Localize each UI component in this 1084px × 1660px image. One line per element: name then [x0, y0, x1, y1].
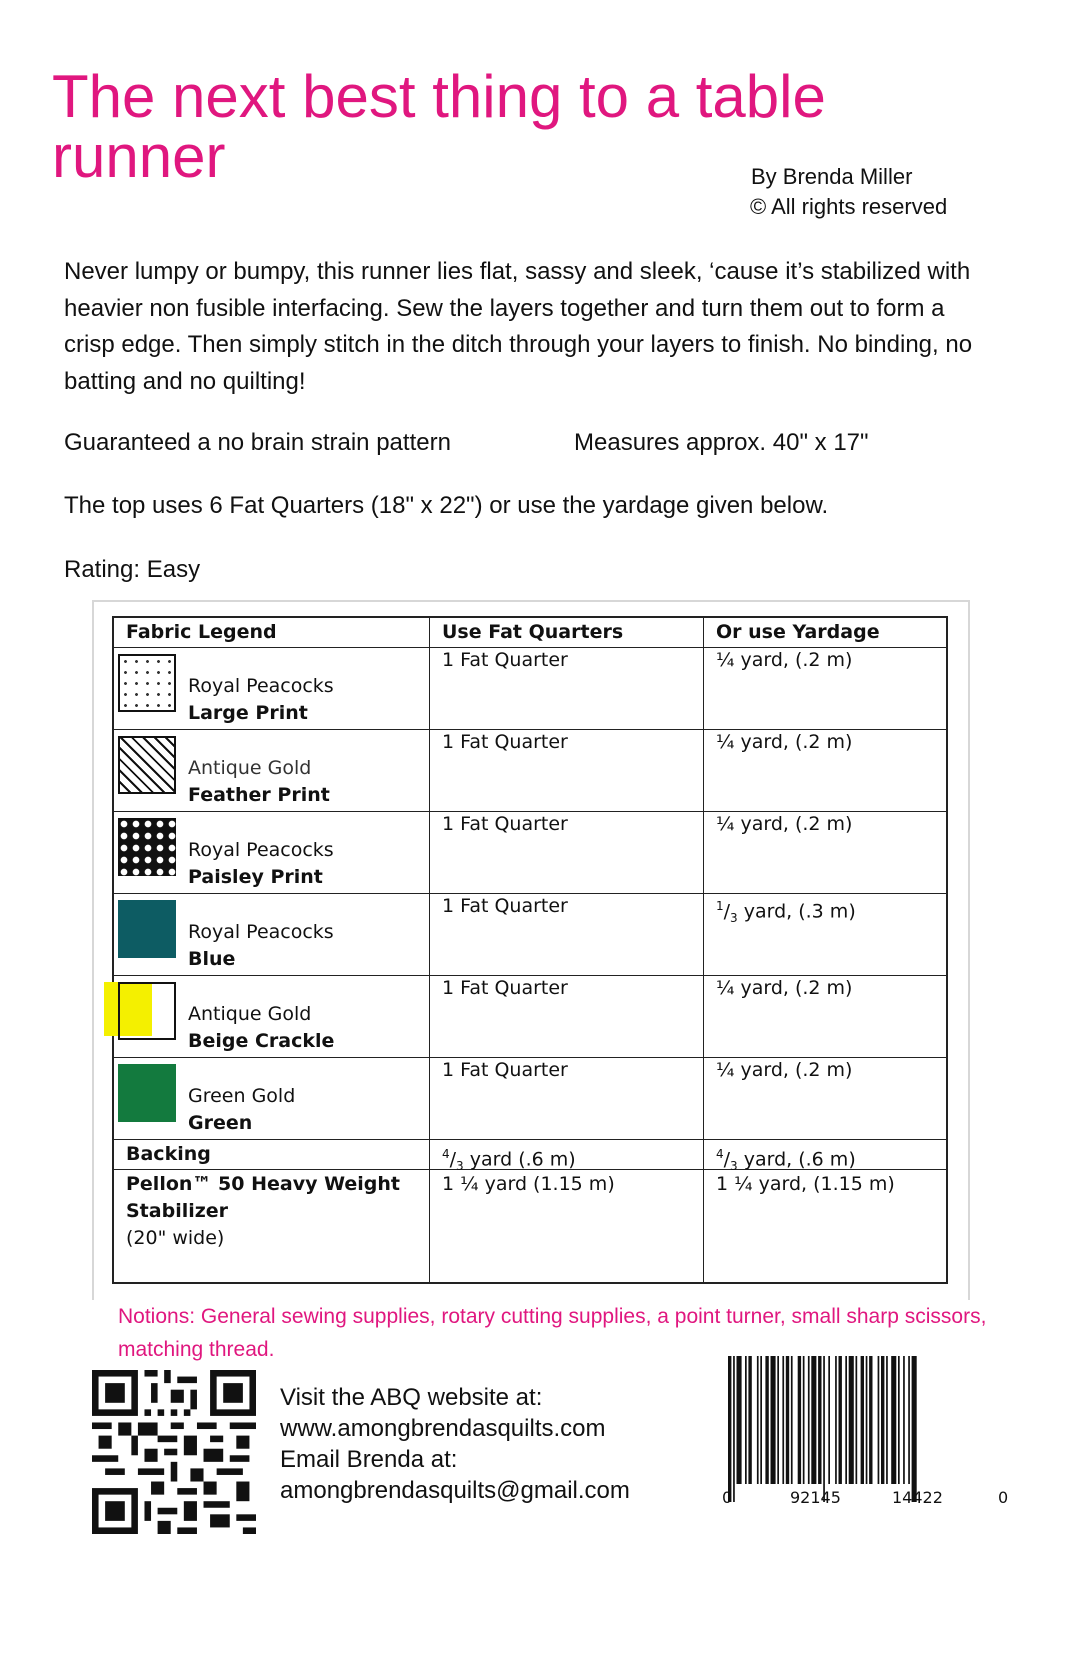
- fabric-print: Green: [188, 1112, 253, 1134]
- stabilizer-type: Stabilizer: [126, 1200, 229, 1222]
- barcode-bar: [823, 1356, 825, 1502]
- fat-quarter-value: 1 Fat Quarter: [442, 813, 568, 835]
- fat-quarters-line: The top uses 6 Fat Quarters (18" x 22") or use the yardage given below.: [64, 492, 829, 519]
- fabric-print: Beige Crackle: [188, 1030, 335, 1052]
- barcode-bar: [818, 1356, 821, 1484]
- barcode-bar: [835, 1356, 837, 1484]
- qr-code: [92, 1370, 256, 1534]
- barcode-bar: [791, 1356, 793, 1484]
- table-row: [114, 812, 946, 894]
- table-row: [114, 1058, 946, 1140]
- fat-quarter-value: 1 Fat Quarter: [442, 1059, 568, 1081]
- barcode-bar: [908, 1356, 910, 1484]
- fat-quarter-value: 1 Fat Quarter: [442, 649, 568, 671]
- barcode: [722, 1356, 992, 1502]
- barcode-bar: [881, 1356, 884, 1484]
- fat-quarter-value: 1 Fat Quarter: [442, 731, 568, 753]
- fabric-name: Antique Gold: [188, 1003, 312, 1025]
- barcode-bar: [728, 1356, 731, 1502]
- fabric-name: Royal Peacocks: [188, 839, 334, 861]
- email-label: Email Brenda at:: [280, 1446, 458, 1473]
- yardage-value: $^1/_3$ yard, (.3 m): [716, 899, 856, 926]
- barcode-bar: [861, 1356, 864, 1484]
- rating-line: Rating: Easy: [64, 556, 201, 583]
- barcode-bar: [760, 1356, 762, 1484]
- title-line-1: The next best thing to a table: [52, 63, 826, 130]
- grid-line: [92, 600, 94, 1300]
- intro-paragraph: Never lumpy or bumpy, this runner lies flat, sassy and sleek, ‘cause it’s stabilized with heavier non fusible interfacing. Sew the layers together and turn them out to form a crisp edge. Then simply stitch in the ditch through your layers to finish. No binding, no batting and no quilting!: [64, 258, 973, 395]
- table-row: [114, 894, 946, 976]
- table-row: [114, 976, 946, 1058]
- table-header-row: [114, 618, 946, 648]
- barcode-bar: [866, 1356, 868, 1484]
- measures-text: Measures approx. 40" x 17": [574, 429, 869, 456]
- backing-label: Backing: [126, 1143, 211, 1165]
- header-fat-quarters: Use Fat Quarters: [442, 621, 624, 643]
- barcode-bar: [845, 1356, 847, 1484]
- feather-print-swatch: [118, 736, 176, 794]
- barcode-bar: [891, 1356, 896, 1484]
- barcode-digit: 92145: [790, 1488, 841, 1507]
- stabilizer-yardage-value: 1 ¼ yard, (1.15 m): [716, 1173, 895, 1195]
- website-label: Visit the ABQ website at:: [280, 1384, 543, 1411]
- barcode-digit: 14422: [892, 1488, 943, 1507]
- backing-yardage-value: $^4/_3$ yard, (.6 m): [716, 1147, 856, 1174]
- barcode-bar: [878, 1356, 880, 1484]
- table-row-stabilizer: [114, 1170, 946, 1282]
- website-link[interactable]: www.amongbrendasquilts.com: [280, 1415, 606, 1442]
- fabric-print: Paisley Print: [188, 866, 323, 888]
- barcode-bar: [803, 1356, 805, 1484]
- title-line-2: runner: [52, 123, 226, 190]
- paisley-print-swatch: [118, 818, 176, 876]
- barcode-bar: [869, 1356, 872, 1484]
- barcode-bar: [745, 1356, 747, 1484]
- barcode-bar: [856, 1356, 858, 1484]
- backing-fq-value: $^4/_3$ yard (.6 m): [442, 1147, 576, 1174]
- fabric-name: Green Gold: [188, 1085, 296, 1107]
- fabric-table: [112, 616, 948, 1284]
- barcode-bar: [912, 1356, 917, 1502]
- barcode-bar: [849, 1356, 854, 1484]
- table-row: [114, 730, 946, 812]
- yardage-value: ¼ yard, (.2 m): [716, 731, 853, 753]
- barcode-bar: [898, 1356, 900, 1484]
- barcode-bar: [733, 1356, 735, 1502]
- barcode-bar: [828, 1356, 830, 1484]
- table-row: [114, 648, 946, 730]
- barcode-bar: [771, 1356, 776, 1484]
- stabilizer-name: Pellon™ 50 Heavy Weight: [126, 1173, 400, 1195]
- yardage-value: ¼ yard, (.2 m): [716, 1059, 853, 1081]
- yardage-value: ¼ yard, (.2 m): [716, 813, 853, 835]
- barcode-bar: [748, 1356, 751, 1484]
- contact-block: [280, 1382, 630, 1506]
- barcode-digit: 0: [722, 1488, 733, 1507]
- blue-swatch: [118, 900, 176, 958]
- byline: [750, 162, 947, 222]
- email-link[interactable]: amongbrendasquilts@gmail.com: [280, 1477, 630, 1504]
- rights: © All rights reserved: [750, 194, 948, 219]
- fat-quarter-value: 1 Fat Quarter: [442, 895, 568, 917]
- stabilizer-fq-value: 1 ¼ yard (1.15 m): [442, 1173, 615, 1195]
- header-fabric-legend: Fabric Legend: [126, 621, 277, 643]
- barcode-bar: [811, 1356, 816, 1484]
- barcode-bar: [839, 1356, 842, 1484]
- guarantee-line: [64, 428, 869, 458]
- barcode-bar: [886, 1356, 888, 1484]
- fabric-name: Royal Peacocks: [188, 675, 334, 697]
- yardage-value: ¼ yard, (.2 m): [716, 649, 853, 671]
- barcode-bar: [737, 1356, 742, 1484]
- fabric-print: Feather Print: [188, 784, 330, 806]
- header-yardage: Or use Yardage: [716, 621, 880, 643]
- grid-line: [92, 600, 970, 602]
- beige-crackle-swatch: [118, 982, 176, 1040]
- barcode-bar: [798, 1356, 801, 1484]
- green-swatch: [118, 1064, 176, 1122]
- barcode-bar: [765, 1356, 768, 1484]
- fabric-print: Blue: [188, 948, 236, 970]
- fabric-name: Antique Gold: [188, 757, 312, 779]
- barcode-digit: 0: [998, 1488, 1009, 1507]
- fabric-name: Royal Peacocks: [188, 921, 334, 943]
- barcode-bar: [786, 1356, 789, 1484]
- barcode-bar: [757, 1356, 759, 1484]
- notions-text: Notions: General sewing supplies, rotary cutting supplies, a point turner, small sharp scissors, matching thread.: [118, 1305, 987, 1361]
- barcode-bar: [782, 1356, 784, 1484]
- author: By Brenda Miller: [751, 164, 913, 189]
- barcode-bar: [808, 1356, 810, 1484]
- stabilizer-width: (20" wide): [126, 1227, 225, 1249]
- barcode-bar: [777, 1356, 779, 1484]
- dots-print-swatch: [118, 654, 176, 712]
- yardage-value: ¼ yard, (.2 m): [716, 977, 853, 999]
- barcode-bar: [903, 1356, 905, 1484]
- fat-quarter-value: 1 Fat Quarter: [442, 977, 568, 999]
- grid-line: [968, 600, 970, 1300]
- fabric-print: Large Print: [188, 702, 308, 724]
- guarantee-text: Guaranteed a no brain strain pattern: [64, 429, 451, 456]
- table-row-backing: [114, 1140, 946, 1174]
